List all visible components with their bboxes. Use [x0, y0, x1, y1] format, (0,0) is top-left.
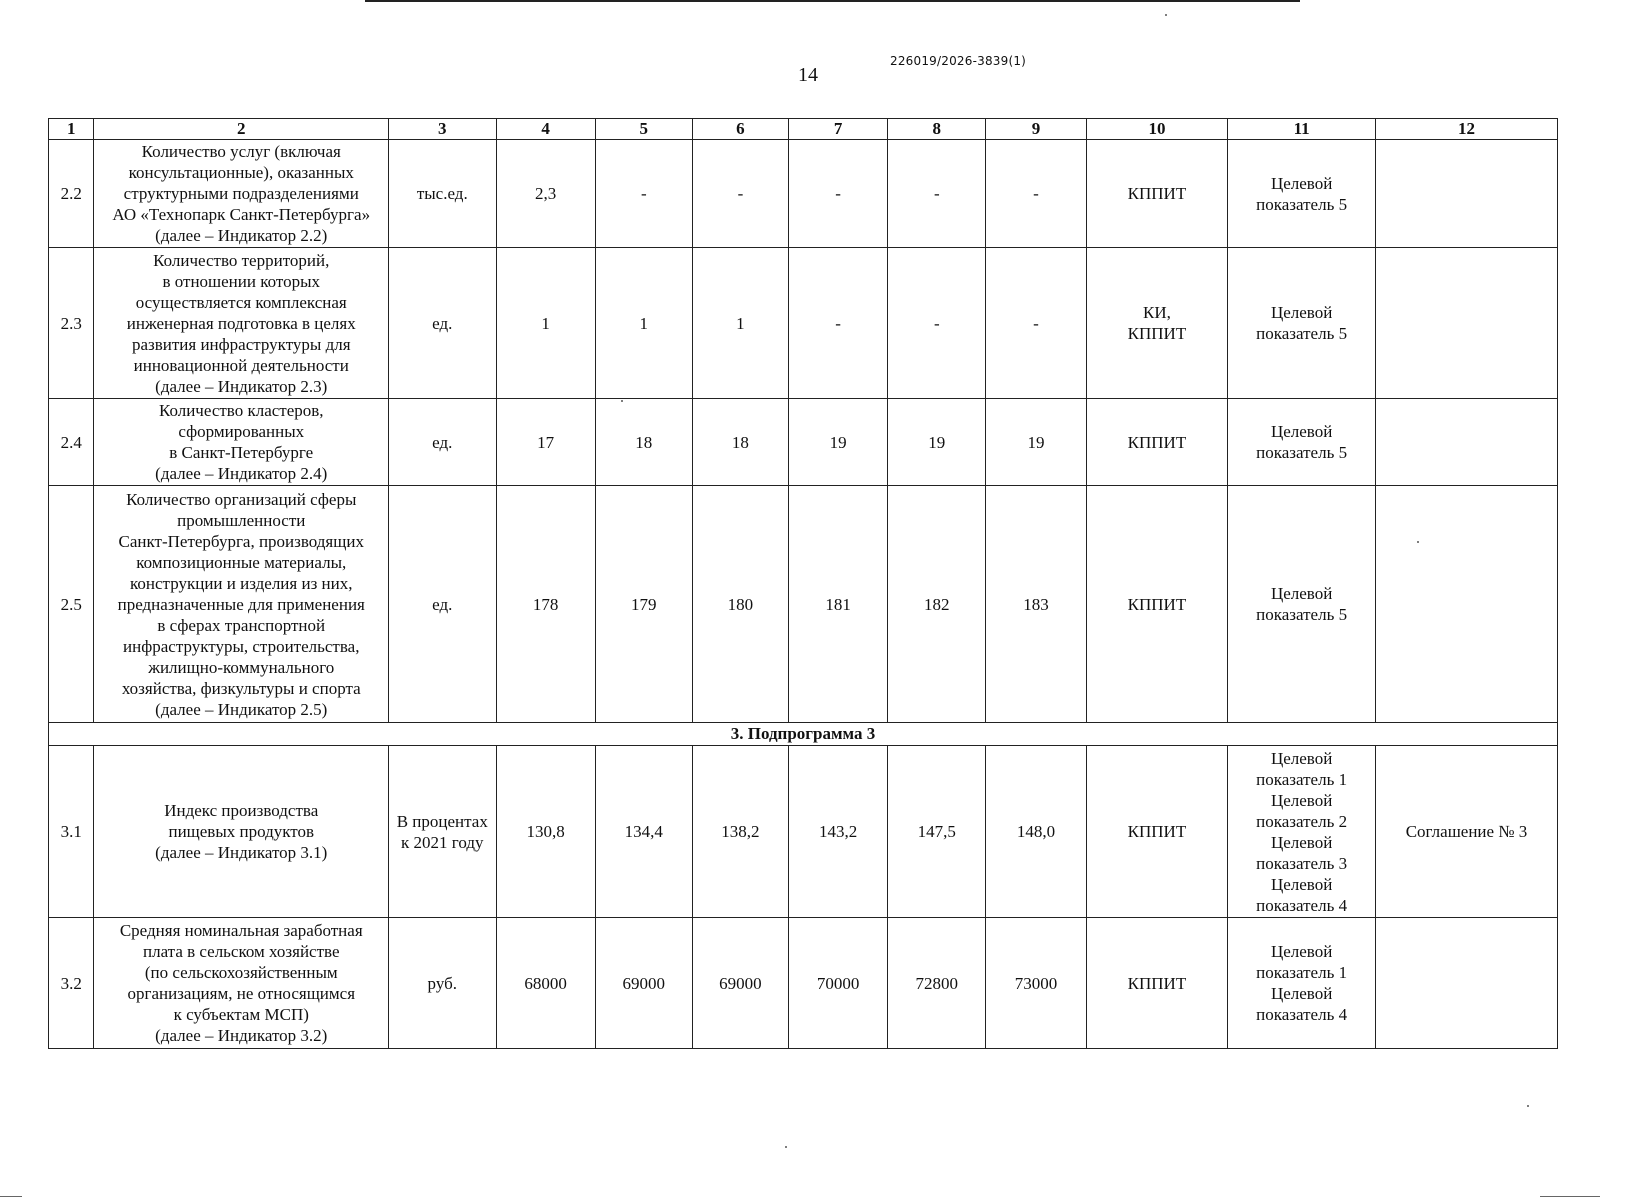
value-cell: 19	[888, 399, 986, 486]
indicator-name-line: хозяйства, физкультуры и спорта	[121, 678, 361, 698]
indicator-name-line: композиционные материалы,	[136, 552, 347, 572]
table-row	[49, 248, 1558, 399]
indicator-name-line: Количество услуг (включая	[141, 142, 341, 161]
target-cell-line: показатель 5	[1256, 443, 1348, 462]
indicator-name	[94, 140, 389, 248]
indicator-name-line: в Санкт-Петербурге	[169, 443, 314, 462]
target-cell	[1228, 140, 1376, 248]
unit-cell-line: тыс.ед.	[416, 184, 468, 203]
value-cell: 130,8	[496, 746, 595, 918]
value-cell: -	[788, 248, 887, 399]
value-cell: 148,0	[986, 746, 1086, 918]
table-row	[49, 399, 1558, 486]
source-cell-line: КППИТ	[1127, 184, 1187, 203]
source-cell-line: КППИТ	[1127, 822, 1187, 841]
value-cell: -	[595, 140, 692, 248]
top-rule	[365, 0, 1300, 2]
row-number: 2.5	[49, 486, 94, 723]
row-number: 2.2	[49, 140, 94, 248]
note-cell	[1376, 399, 1558, 486]
target-cell-line: показатель 2	[1256, 811, 1348, 831]
unit-cell	[389, 918, 496, 1049]
indicator-name-line: Средняя номинальная заработная	[119, 921, 363, 940]
row-number: 2.3	[49, 248, 94, 399]
note-cell	[1376, 248, 1558, 399]
indicator-name-line: (далее – Индикатор 3.2)	[155, 1026, 328, 1045]
note-cell	[1376, 918, 1558, 1049]
header-row	[49, 119, 1558, 140]
value-cell: 134,4	[595, 746, 692, 918]
indicator-name-line: (далее – Индикатор 2.4)	[155, 464, 328, 483]
column-header: 4	[496, 119, 595, 140]
subprogram-2-rows	[49, 140, 1558, 723]
column-header: 12	[1376, 119, 1558, 140]
indicator-name-line: организациям, не относящимся	[127, 984, 356, 1003]
value-cell: 1	[692, 248, 788, 399]
indicator-name-line: плата в сельском хозяйстве	[143, 942, 340, 961]
page-number: 14	[798, 64, 818, 86]
row-number: 3.1	[49, 746, 94, 918]
target-cell-line: показатель 4	[1256, 895, 1348, 915]
value-cell: 17	[496, 399, 595, 486]
target-cell	[1228, 248, 1376, 399]
unit-cell-line: ед.	[432, 432, 453, 452]
target-cell-line: Целевой	[1270, 584, 1333, 603]
target-cell-line: показатель 1	[1256, 769, 1348, 789]
scan-speck	[1527, 1105, 1529, 1107]
column-header: 7	[788, 119, 887, 140]
unit-cell	[389, 248, 496, 399]
table-row	[49, 486, 1558, 723]
scan-edge-mark	[1540, 1196, 1600, 1197]
target-cell-line: показатель 5	[1256, 605, 1348, 624]
column-header: 8	[888, 119, 986, 140]
value-cell: -	[986, 248, 1086, 399]
indicator-name-line: промышленности	[177, 510, 306, 530]
unit-cell-line: ед.	[432, 313, 453, 333]
source-cell	[1086, 399, 1228, 486]
target-cell-line: Целевой	[1270, 942, 1333, 961]
unit-cell-line: к 2021 году	[401, 832, 484, 852]
indicator-name	[94, 248, 389, 399]
value-cell: 19	[986, 399, 1086, 486]
source-cell	[1086, 746, 1228, 918]
source-cell-line: КИ,	[1143, 303, 1171, 322]
value-cell: 178	[496, 486, 595, 723]
table-row	[49, 140, 1558, 248]
column-header: 6	[692, 119, 788, 140]
target-cell	[1228, 399, 1376, 486]
note-cell	[1376, 140, 1558, 248]
column-header: 9	[986, 119, 1086, 140]
indicator-name-line: в сферах транспортной	[157, 615, 326, 635]
indicator-name	[94, 399, 389, 486]
indicator-name-line: (далее – Индикатор 2.5)	[155, 699, 328, 719]
value-cell: 70000	[788, 918, 887, 1049]
target-cell-line: показатель 3	[1256, 853, 1348, 873]
target-cell-line: Целевой	[1270, 984, 1333, 1003]
indicator-name-line: консультационные), оказанных	[128, 163, 354, 182]
indicator-name-line: инновационной деятельности	[133, 355, 349, 375]
table-row	[49, 918, 1558, 1049]
value-cell: 181	[788, 486, 887, 723]
indicator-name-line: конструкции и изделия из них,	[130, 573, 353, 593]
indicator-name-line: осуществляется комплексная	[135, 292, 347, 312]
value-cell: 138,2	[692, 746, 788, 918]
indicator-name-line: предназначенные для применения	[117, 594, 365, 614]
value-cell: 68000	[496, 918, 595, 1049]
target-cell-line: Целевой	[1270, 748, 1333, 768]
indicator-name	[94, 746, 389, 918]
scan-speck	[621, 400, 623, 402]
document-code: 226019/2026-3839(1)	[890, 54, 1027, 68]
row-number: 3.2	[49, 918, 94, 1049]
source-cell-line: КППИТ	[1127, 324, 1187, 343]
indicator-name-line: инженерная подготовка в целях	[126, 313, 356, 333]
indicator-name-line: в отношении которых	[162, 271, 321, 291]
section-title: 3. Подпрограмма 3	[49, 723, 1558, 746]
target-cell	[1228, 486, 1376, 723]
note-cell	[1376, 746, 1558, 918]
source-cell	[1086, 248, 1228, 399]
value-cell: 147,5	[888, 746, 986, 918]
indicator-name-line: Количество организаций сферы	[126, 489, 357, 509]
target-cell-line: Целевой	[1270, 790, 1333, 810]
target-cell-line: Целевой	[1270, 874, 1333, 894]
unit-cell	[389, 140, 496, 248]
value-cell: 143,2	[788, 746, 887, 918]
value-cell: 180	[692, 486, 788, 723]
value-cell: 1	[595, 248, 692, 399]
target-cell-line: показатель 5	[1256, 324, 1348, 343]
unit-cell-line: В процентах	[396, 811, 488, 831]
indicator-name-line: Количество территорий,	[153, 250, 330, 270]
value-cell: 18	[692, 399, 788, 486]
target-cell-line: Целевой	[1270, 173, 1333, 193]
unit-cell-line: руб.	[427, 973, 457, 993]
value-cell: 182	[888, 486, 986, 723]
unit-cell-line: ед.	[432, 594, 453, 614]
target-cell-line: показатель 1	[1256, 963, 1348, 982]
column-header: 1	[49, 119, 94, 140]
indicators-table	[48, 118, 1558, 1049]
value-cell: 183	[986, 486, 1086, 723]
value-cell: -	[788, 140, 887, 248]
column-header: 11	[1228, 119, 1376, 140]
value-cell: 179	[595, 486, 692, 723]
value-cell: 2,3	[496, 140, 595, 248]
indicator-name-line: сформированных	[178, 422, 305, 441]
value-cell: -	[888, 248, 986, 399]
value-cell: 1	[496, 248, 595, 399]
target-cell-line: Целевой	[1270, 422, 1333, 441]
target-cell-line: Целевой	[1270, 832, 1333, 852]
indicator-name-line: (далее – Индикатор 2.2)	[155, 226, 328, 245]
note-cell	[1376, 486, 1558, 723]
source-cell-line: КППИТ	[1127, 432, 1187, 452]
indicator-name	[94, 918, 389, 1049]
value-cell: 18	[595, 399, 692, 486]
target-cell-line: показатель 4	[1256, 1005, 1348, 1024]
indicator-name-line: Индекс производства	[164, 801, 319, 820]
target-cell	[1228, 918, 1376, 1049]
scan-speck	[1417, 541, 1419, 543]
indicator-name-line: развития инфраструктуры для	[131, 334, 351, 354]
indicator-name-line: инфраструктуры, строительства,	[123, 636, 360, 656]
source-cell	[1086, 140, 1228, 248]
indicator-name-line: пищевых продуктов	[168, 822, 315, 841]
value-cell: 69000	[595, 918, 692, 1049]
value-cell: -	[986, 140, 1086, 248]
value-cell: 19	[788, 399, 887, 486]
scan-speck	[1165, 14, 1167, 16]
unit-cell	[389, 746, 496, 918]
indicator-name-line: (далее – Индикатор 2.3)	[155, 376, 328, 396]
value-cell: 73000	[986, 918, 1086, 1049]
value-cell: -	[692, 140, 788, 248]
scan-speck	[785, 1146, 787, 1148]
indicator-name-line: (по сельскохозяйственным	[144, 963, 338, 982]
column-header: 10	[1086, 119, 1228, 140]
section-row	[49, 723, 1558, 746]
source-cell	[1086, 918, 1228, 1049]
scan-edge-mark	[0, 1196, 22, 1197]
row-number: 2.4	[49, 399, 94, 486]
indicator-name-line: структурными подразделениями	[123, 184, 359, 203]
value-cell: 72800	[888, 918, 986, 1049]
source-cell	[1086, 486, 1228, 723]
indicator-name-line: (далее – Индикатор 3.1)	[155, 843, 328, 862]
target-cell	[1228, 746, 1376, 918]
subprogram-3-rows	[49, 746, 1558, 1049]
indicator-name-line: Количество кластеров,	[158, 401, 324, 420]
value-cell: 69000	[692, 918, 788, 1049]
target-cell-line: Целевой	[1270, 303, 1333, 322]
indicator-name-line: к субъектам МСП)	[173, 1005, 309, 1024]
column-header: 5	[595, 119, 692, 140]
column-header: 2	[94, 119, 389, 140]
indicator-name-line: АО «Технопарк Санкт-Петербурга»	[112, 205, 371, 224]
column-header: 3	[389, 119, 496, 140]
source-cell-line: КППИТ	[1127, 973, 1187, 993]
note-cell-line: Соглашение № 3	[1405, 822, 1528, 841]
value-cell: -	[888, 140, 986, 248]
table-row	[49, 746, 1558, 918]
indicator-name	[94, 486, 389, 723]
unit-cell	[389, 486, 496, 723]
indicator-name-line: Санкт-Петербурга, производящих	[118, 531, 364, 551]
indicator-name-line: жилищно-коммунального	[148, 657, 335, 677]
target-cell-line: показатель 5	[1256, 194, 1348, 214]
unit-cell	[389, 399, 496, 486]
source-cell-line: КППИТ	[1127, 594, 1187, 614]
